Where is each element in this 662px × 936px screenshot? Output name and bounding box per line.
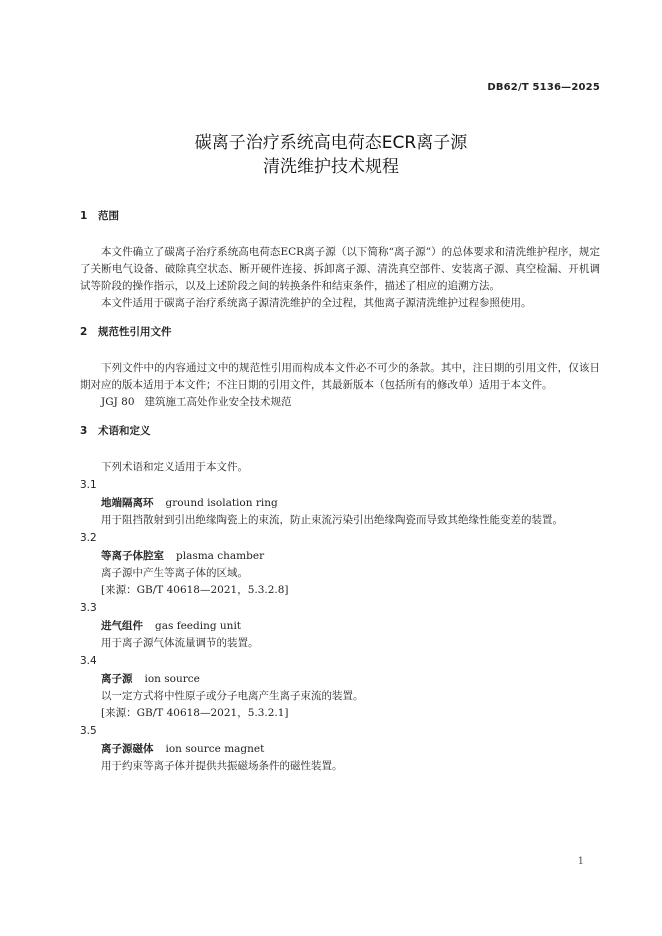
term-english: plasma chamber: [176, 550, 265, 562]
term-number: 3.2: [80, 532, 97, 544]
term-definition: 离子源中产生等离子体的区域。: [101, 567, 248, 579]
term-chinese: 离子源: [101, 673, 133, 685]
term-chinese: 等离子体腔室: [101, 550, 164, 562]
standard-number: DB62/T 5136—2025: [487, 82, 600, 93]
term-heading: [80, 495, 600, 512]
term-heading: [80, 618, 600, 635]
term-heading: [80, 671, 600, 688]
term-definition: 用于阻挡散射到引出绝缘陶瓷上的束流，防止束流污染引出绝缘陶瓷而导致其绝缘性能变差的装置。: [101, 514, 563, 526]
normative-references-paragraph: 下列文件中的内容通过文中的规范性引用而构成本文件必不可少的条款。其中，注日期的引用文件，仅该日期对应的版本适用于本文件；不注日期的引用文件，其最新版本（包括所有的修改单）适用于本文件。: [80, 362, 600, 391]
document-title-line2: 清洗维护技术规程: [263, 157, 399, 177]
section-3-heading: [80, 423, 600, 440]
document-body: [80, 208, 600, 775]
section-2-heading: [80, 324, 600, 341]
reference-title: 建筑施工高处作业安全技术规范: [144, 396, 292, 408]
term-english: ion source: [144, 673, 200, 685]
terms-intro: 下列术语和定义适用于本文件。: [101, 461, 248, 473]
term-number: 3.3: [80, 602, 97, 614]
term-english: ion source magnet: [165, 743, 265, 755]
section-1-heading: [80, 208, 600, 225]
term-chinese: 离子源磁体: [101, 743, 154, 755]
reference-item: [80, 394, 600, 411]
term-definition: 用于离子源气体流量调节的装置。: [101, 637, 259, 649]
term-number: 3.1: [80, 479, 97, 491]
term-definition: 用于约束等离子体并提供共振磁场条件的磁性装置。: [101, 760, 343, 772]
section-title: 范围: [98, 210, 119, 222]
term-english: ground isolation ring: [165, 497, 278, 509]
term-english: gas feeding unit: [155, 620, 242, 632]
term-chinese: 进气组件: [101, 620, 143, 632]
scope-paragraph-2: 本文件适用于碳离子治疗系统离子源清洗维护的全过程，其他离子源清洗维护过程参照使用。: [101, 297, 532, 309]
term-chinese: 地端隔离环: [101, 497, 154, 509]
section-title: 术语和定义: [98, 425, 151, 437]
section-number: 1: [80, 210, 88, 222]
term-heading: [80, 741, 600, 758]
section-title: 规范性引用文件: [98, 326, 172, 338]
term-definition: 以一定方式将中性原子或分子电离产生离子束流的装置。: [101, 690, 364, 702]
term-number: 3.5: [80, 725, 97, 737]
reference-code: JGJ 80: [101, 396, 135, 408]
term-number: 3.4: [80, 655, 97, 667]
scope-paragraph-1: 本文件确立了碳离子治疗系统高电荷态ECR离子源（以下简称“离子源”）的总体要求和清洗维护程序，规定了关断电气设备、破除真空状态、断开硬件连接、拆卸离子源、清洗真空部件、安装离子源、真空检漏、开机调试等阶段的操作指示，以及上述阶段之间的转换条件和结束条件，描述了相应的追溯方法。: [80, 246, 600, 292]
term-source: [来源：GB/T 40618—2021，5.3.2.1]: [101, 707, 289, 719]
term-source: [来源：GB/T 40618—2021，5.3.2.8]: [101, 584, 289, 596]
page-number: 1: [577, 856, 584, 867]
section-number: 3: [80, 425, 88, 437]
term-heading: [80, 548, 600, 565]
document-title-line1: 碳离子治疗系统高电荷态ECR离子源: [194, 133, 468, 153]
section-number: 2: [80, 326, 88, 338]
